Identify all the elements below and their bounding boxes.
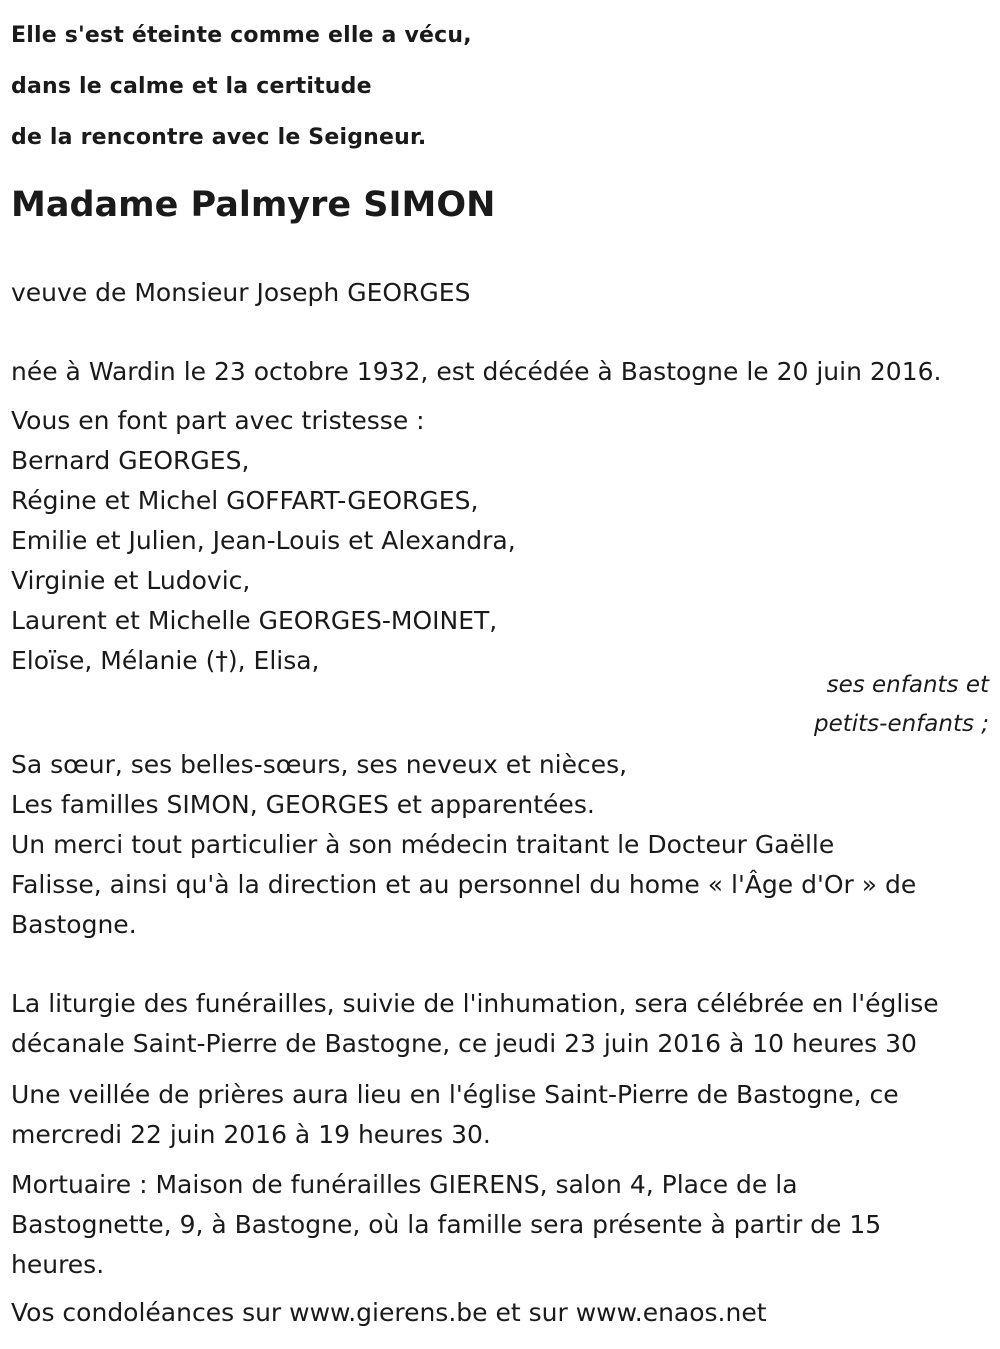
family-line: Virginie et Ludovic, bbox=[11, 566, 251, 595]
thanks-line: Un merci tout particulier à son médecin traitant le Docteur Gaëlle bbox=[11, 830, 835, 859]
widow-of: veuve de Monsieur Joseph GEORGES bbox=[11, 278, 471, 307]
vigil-details bbox=[11, 1075, 899, 1155]
relation-label-line: ses enfants et bbox=[826, 672, 989, 698]
mortuary-details bbox=[11, 1165, 881, 1285]
family-announcement bbox=[11, 401, 516, 681]
thanks-line: Falisse, ainsi qu'à la direction et au personnel du home « l'Âge d'Or » de bbox=[11, 870, 917, 899]
epitaph-line: de la rencontre avec le Seigneur. bbox=[11, 125, 427, 150]
mortuary-line: Mortuaire : Maison de funérailles GIERENS, salon 4, Place de la bbox=[11, 1170, 798, 1199]
mortuary-line: Bastognette, 9, à Bastogne, où la famille sera présente à partir de 15 bbox=[11, 1210, 882, 1239]
family-line: Emilie et Julien, Jean-Louis et Alexandra, bbox=[11, 526, 516, 555]
epitaph-line: dans le calme et la certitude bbox=[11, 74, 372, 99]
vigil-line: Une veillée de prières aura lieu en l'église Saint-Pierre de Bastogne, ce bbox=[11, 1080, 899, 1109]
condolences-line: Vos condoléances sur www.gierens.be et sur www.enaos.net bbox=[11, 1298, 767, 1327]
family-line: Laurent et Michelle GEORGES-MOINET, bbox=[11, 606, 498, 635]
funeral-line: La liturgie des funérailles, suivie de l'inhumation, sera célébrée en l'église bbox=[11, 989, 939, 1018]
epitaph-line: Elle s'est éteinte comme elle a vécu, bbox=[11, 23, 472, 48]
funeral-details bbox=[11, 984, 939, 1064]
thanks-line: Bastogne. bbox=[11, 910, 137, 939]
relatives-line: Les familles SIMON, GEORGES et apparentées. bbox=[11, 790, 595, 819]
family-line: Bernard GEORGES, bbox=[11, 446, 250, 475]
funeral-line: décanale Saint-Pierre de Bastogne, ce jeudi 23 juin 2016 à 10 heures 30 bbox=[11, 1029, 917, 1058]
family-line: Régine et Michel GOFFART-GEORGES, bbox=[11, 486, 479, 515]
birth-death-line: née à Wardin le 23 octobre 1932, est décédée à Bastogne le 20 juin 2016. bbox=[11, 357, 942, 386]
mortuary-line: heures. bbox=[11, 1250, 105, 1279]
family-line: Eloïse, Mélanie (†), Elisa, bbox=[11, 646, 320, 675]
relatives-line: Sa sœur, ses belles-sœurs, ses neveux et nièces, bbox=[11, 750, 628, 779]
vigil-line: mercredi 22 juin 2016 à 19 heures 30. bbox=[11, 1120, 491, 1149]
relatives-and-thanks bbox=[11, 745, 916, 945]
announcement-intro: Vous en font part avec tristesse : bbox=[11, 406, 425, 435]
epitaph bbox=[11, 10, 472, 163]
deceased-name: Madame Palmyre SIMON bbox=[11, 185, 496, 225]
relation-label-line: petits-enfants ; bbox=[813, 711, 989, 737]
